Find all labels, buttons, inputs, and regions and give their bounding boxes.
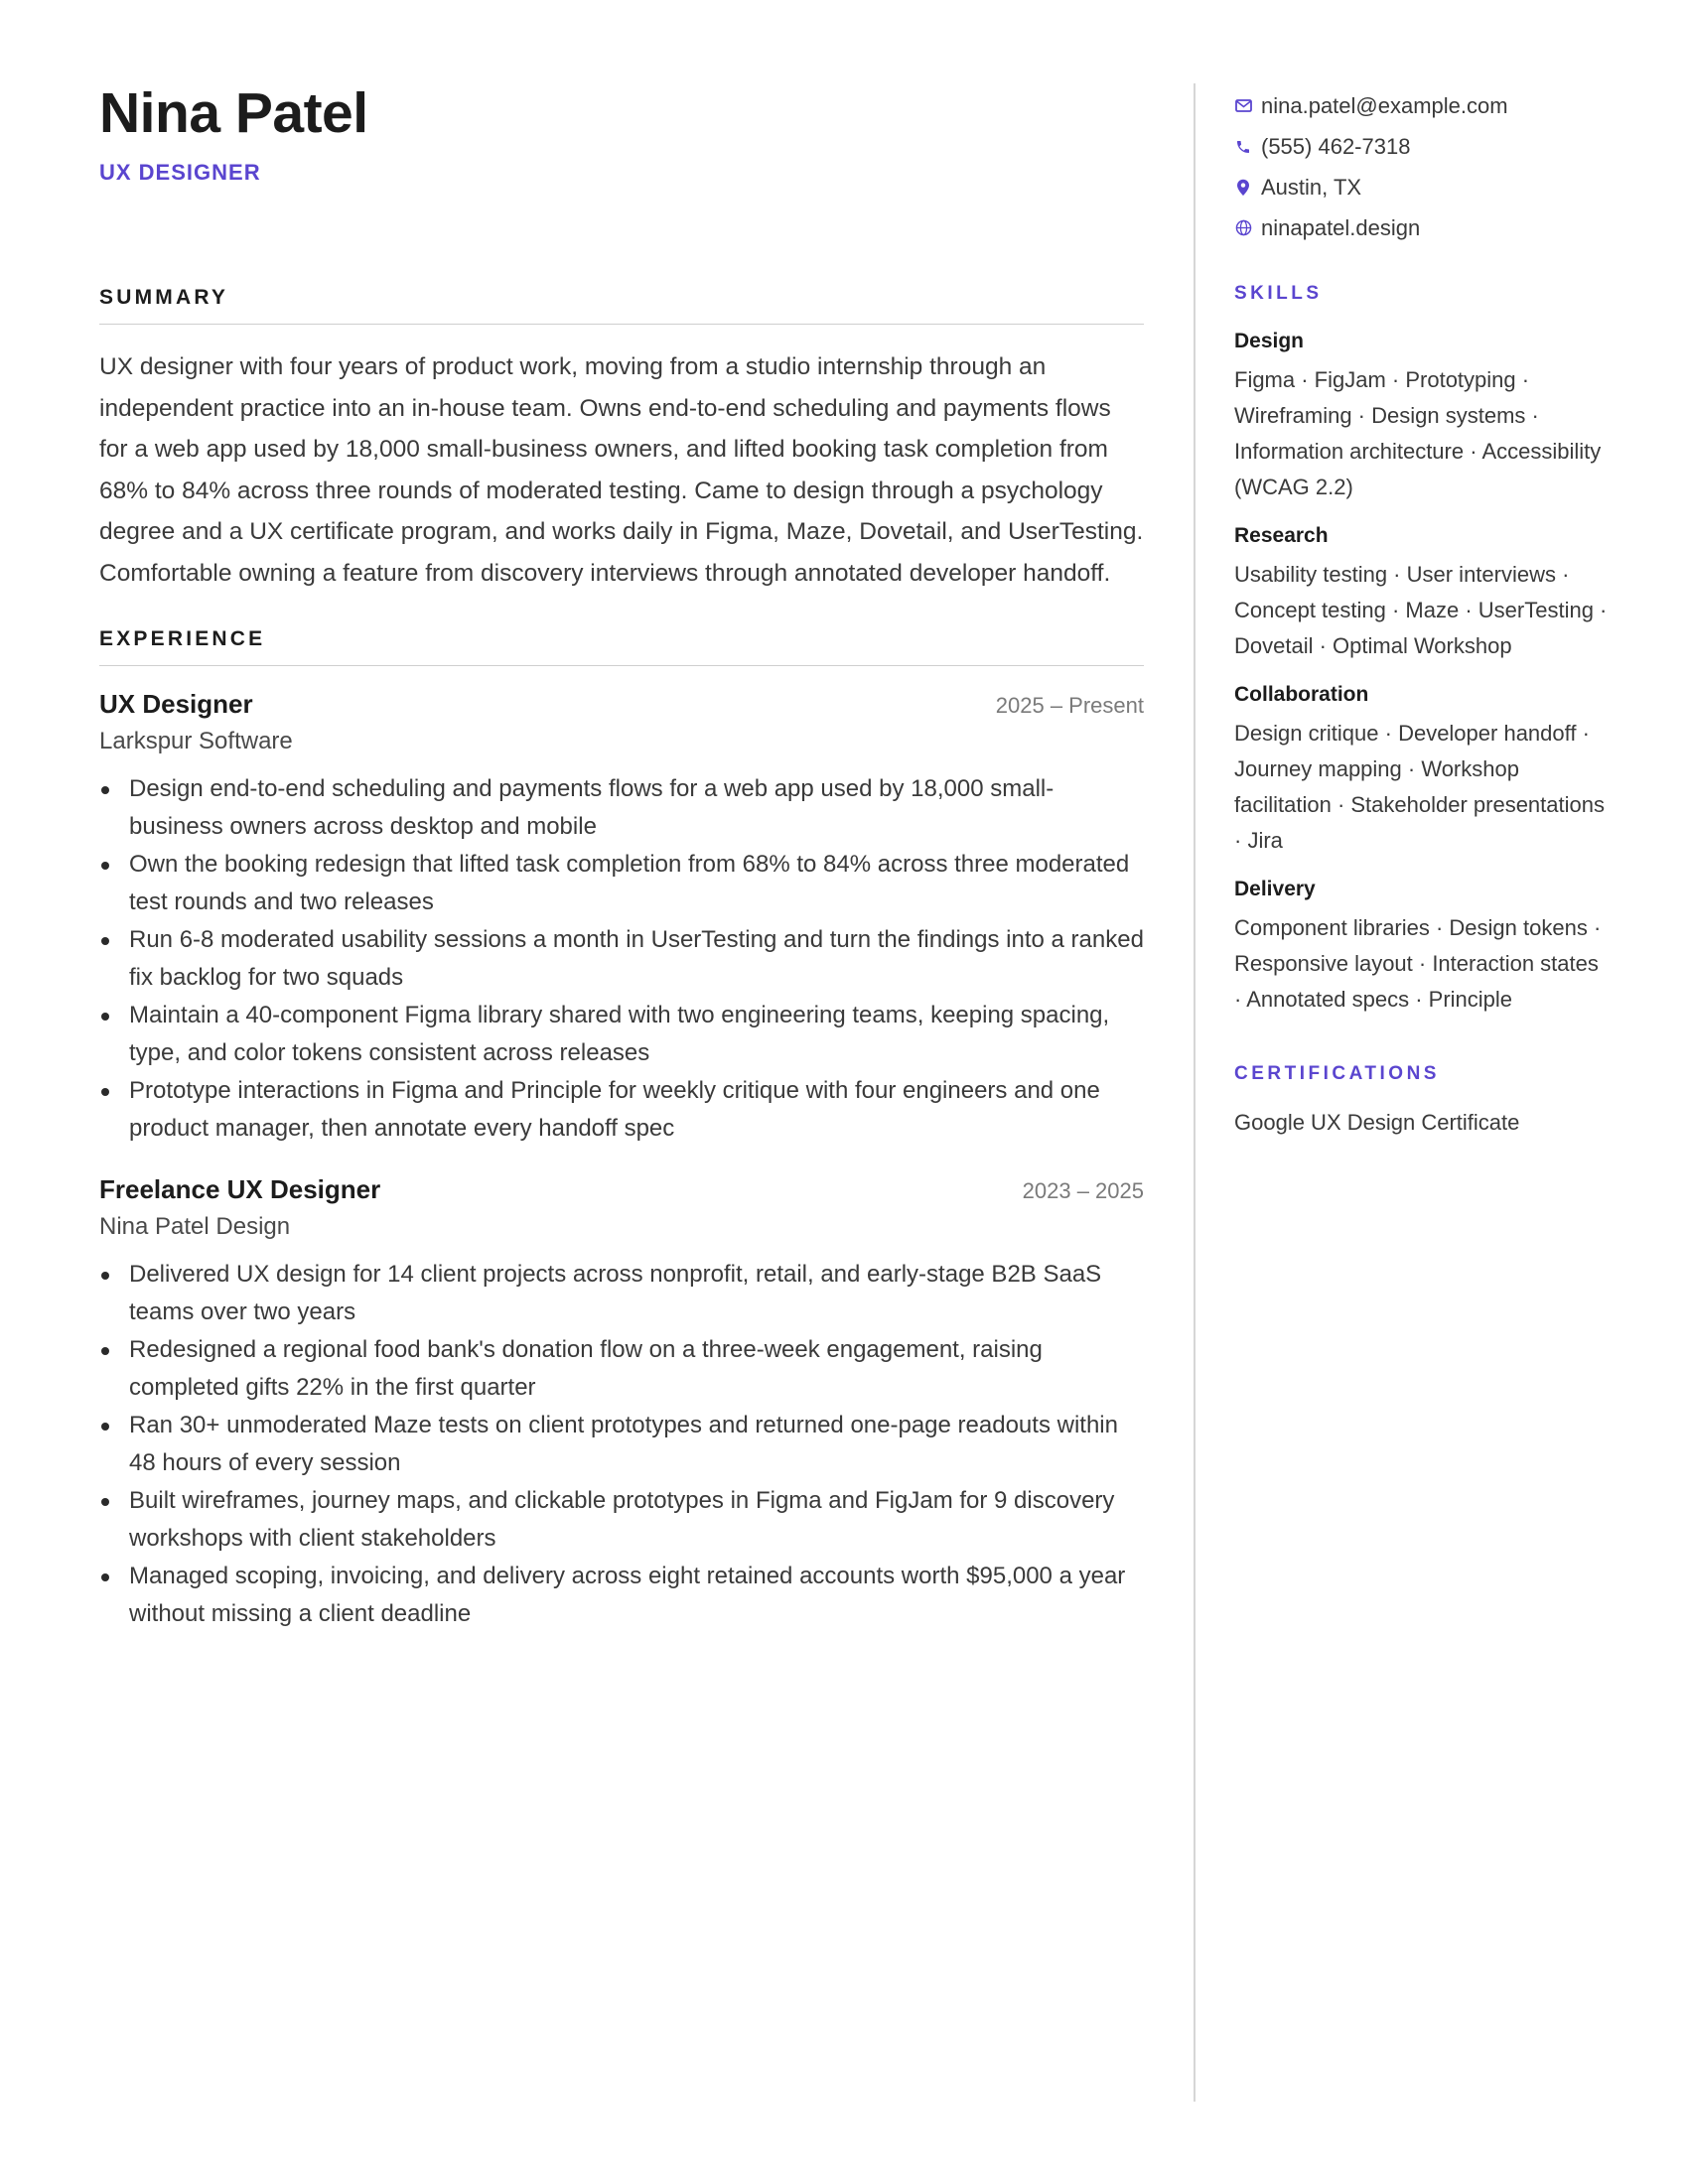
contact-location [1234,167,1612,207]
bullet-item: Prototype interactions in Figma and Principle for weekly critique with four engineers and one product manager, then annotate every handoff spec [99,1072,1144,1148]
sidebar-column [1234,85,1612,1138]
company-name: Nina Patel Design [99,1212,291,1240]
company-name: Larkspur Software [99,727,293,754]
contact-website[interactable] [1234,207,1612,248]
experience-heading: EXPERIENCE [99,626,1144,666]
job-role: UX DESIGNER [99,160,261,185]
bullet-item: Maintain a 40-component Figma library shared with two engineering teams, keeping spacing, type, and color tokens consistent across releases [99,997,1144,1072]
bullet-item: Redesigned a regional food bank's donation flow on a three-week engagement, raising completed gifts 22% in the first quarter [99,1331,1144,1407]
website-text: ninapatel.design [1261,214,1421,240]
bullet-item: Own the booking redesign that lifted task completion from 68% to 84% across three moderated test rounds and two releases [99,846,1144,921]
summary-heading: SUMMARY [99,285,1144,325]
globe-icon [1234,219,1252,237]
skill-group-design [1234,329,1612,505]
bullet-item: Delivered UX design for 14 client projects across nonprofit, retail, and early-stage B2B SaaS teams over two years [99,1256,1144,1331]
summary-text: UX designer with four years of product work, moving from a studio internship through an independent practice into an in-house team. Owns end-to-end scheduling and payments flows for a web app used by 18,000 small-business owners, and lifted booking task completion from 68% to 84% across three rounds of moderated testing. Came to design through a psychology degree and a UX certificate program, and works daily in Figma, Maze, Dovetail, and UserTesting. Comfortable owning a feature from discovery interviews through annotated developer handoff. [99,353,1144,587]
skill-group-delivery [1234,877,1612,1018]
contact-email[interactable] [1234,85,1612,126]
job-dates: 2025 – Present [995,692,1144,718]
job-title: Freelance UX Designer [99,1173,381,1204]
skill-group-name: Research [1234,524,1329,547]
job-title: UX Designer [99,688,253,719]
email-text: nina.patel@example.com [1261,92,1508,118]
experience-section [99,626,1144,1633]
skill-group-items: Usability testing · User interviews · Concept testing · Maze · UserTesting · Dovetail · Optimal Workshop [1234,562,1608,658]
skill-group-items: Figma · FigJam · Prototyping · Wireframing · Design systems · Information architecture · Accessibility (WCAG 2.2) [1234,367,1602,499]
skill-group-items: Design critique · Developer handoff · Journey mapping · Workshop facilitation · Stakeholder presentations · Jira [1234,721,1605,853]
job-bullets [99,770,1144,1148]
job-dates: 2023 – 2025 [1022,1177,1144,1203]
skill-group-items: Component libraries · Design tokens · Responsive layout · Interaction states · Annotated specs · Principle [1234,915,1602,1012]
phone-text: (555) 462-7318 [1261,133,1411,159]
certifications-heading: CERTIFICATIONS [1234,1063,1440,1084]
bullet-item: Design end-to-end scheduling and payments flows for a web app used by 18,000 small-business owners across desktop and mobile [99,770,1144,846]
summary-section [99,285,1144,595]
job-entry [99,1173,1144,1633]
skill-group-name: Collaboration [1234,683,1369,706]
column-divider [1194,83,1196,2102]
certification-item: Google UX Design Certificate [1234,1110,1520,1135]
location-pin-icon [1234,179,1252,197]
candidate-name: Nina Patel [99,81,368,145]
skill-group-collaboration [1234,682,1612,859]
bullet-item: Ran 30+ unmoderated Maze tests on client prototypes and returned one-page readouts within 48 hours of every session [99,1407,1144,1482]
skills-heading: SKILLS [1234,283,1323,304]
bullet-item: Managed scoping, invoicing, and delivery across eight retained accounts worth $95,000 a year without missing a client deadline [99,1558,1144,1633]
location-text: Austin, TX [1261,174,1362,200]
skill-group-research [1234,523,1612,664]
bullet-item: Built wireframes, journey maps, and clickable prototypes in Figma and FigJam for 9 discovery workshops with client stakeholders [99,1482,1144,1558]
main-column [99,77,1144,1633]
contact-phone[interactable] [1234,126,1612,167]
bullet-item: Run 6-8 moderated usability sessions a month in UserTesting and turn the findings into a ranked fix backlog for two squads [99,921,1144,997]
skill-group-name: Design [1234,330,1305,352]
envelope-icon [1234,97,1252,115]
job-entry [99,688,1144,1148]
skill-group-name: Delivery [1234,878,1316,900]
job-bullets [99,1256,1144,1633]
phone-icon [1234,138,1252,156]
